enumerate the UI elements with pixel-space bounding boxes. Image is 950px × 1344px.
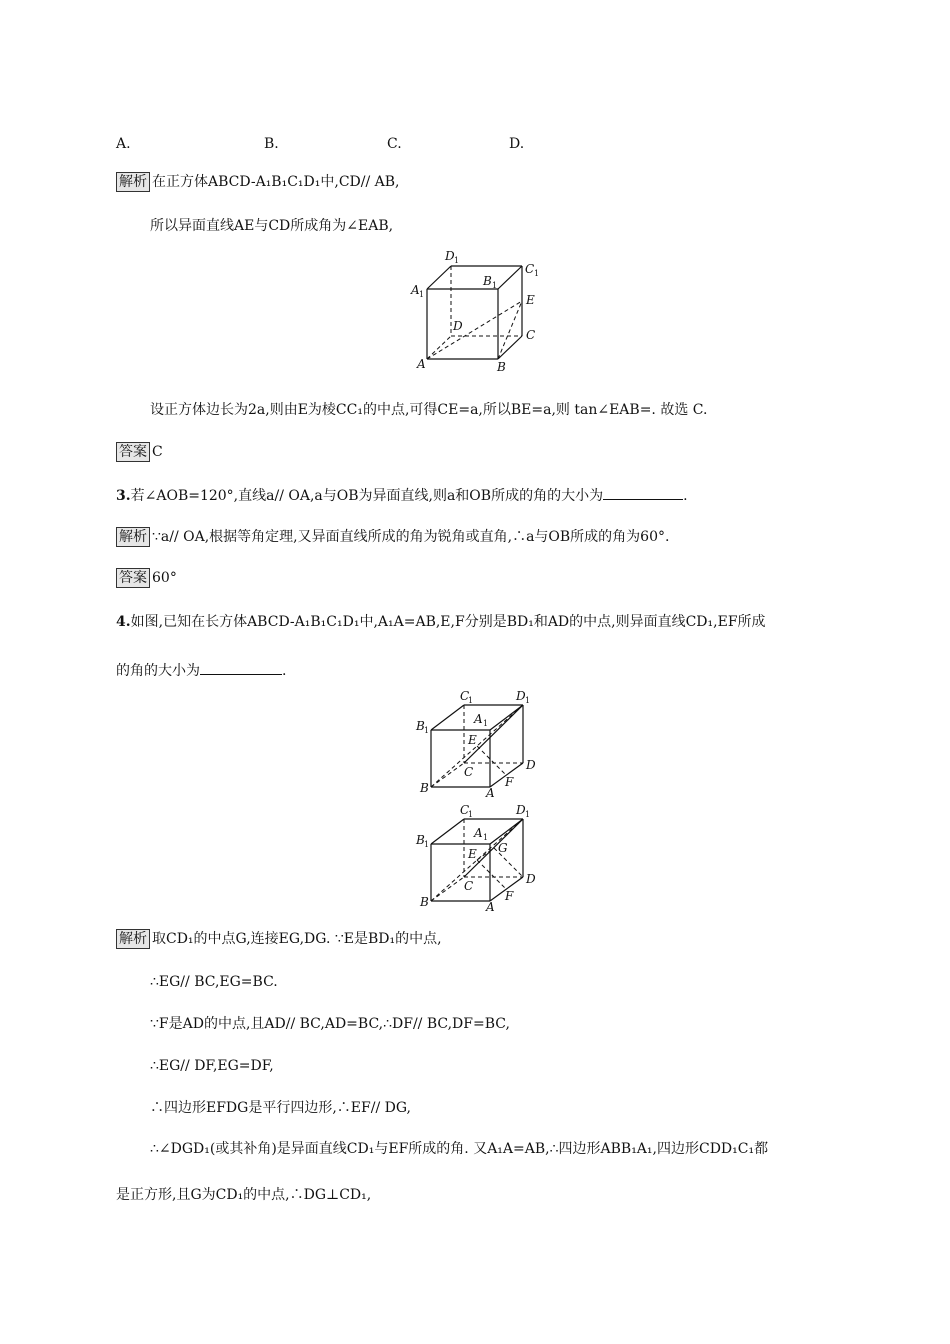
q3-question: 3.若∠AOB=120°,直线a// OA,a与OB为异面直线,则a和OB所成的角的大小为 . [116,485,688,506]
q4f1-label-a: A [486,786,495,800]
q4f2-label-d1: D [516,804,526,817]
q2-label-a: A [417,357,426,371]
q4f2-label-c1: C [460,804,470,817]
option-d: D. [509,136,525,152]
q4f2-label-c: C [464,879,474,893]
q4f2-label-b: B [420,895,429,909]
q2-label-c1: C [525,262,535,276]
q2-label-b: B [497,360,506,374]
q4f2-label-g: G [498,841,508,855]
svg-text:1: 1 [483,719,489,728]
svg-text:1: 1 [525,696,531,705]
q4-figure-2 [408,804,548,914]
q4-analysis-line-1: 解析 取CD₁的中点G,连接EG,DG. ∵E是BD₁的中点, [116,929,442,949]
option-b: B. [264,136,279,152]
svg-text:1: 1 [454,256,460,265]
q2-label-e: E [526,293,535,307]
svg-text:1: 1 [468,696,474,705]
svg-text:1: 1 [534,269,540,278]
q2-answer: 答案 C [116,442,163,462]
svg-text:1: 1 [424,840,430,849]
q4-analysis-line-3: ∵F是AD的中点,且AD// BC,AD=BC,∴DF// BC,DF=BC, [150,1016,510,1032]
q4-analysis-line-7: 是正方形,且G为CD₁的中点,∴DG⊥CD₁, [116,1187,372,1203]
q2-cube-figure [405,246,555,376]
q4f2-label-d: D [526,872,536,886]
q2-analysis-line-3: 设正方体边长为2a,则由E为棱CC₁的中点,可得CE=a,所以BE=a,则 tan∠EAB=. 故选 C. [150,402,708,418]
answer-tag: 答案 [116,442,150,462]
q4f1-label-c1: C [460,690,470,703]
q4-figure-1 [408,690,548,800]
q4f1-label-b: B [420,781,429,795]
q4f1-label-b1: B [416,719,425,733]
q4-analysis-line-6: ∴∠DGD₁(或其补角)是异面直线CD₁与EF所成的角. 又A₁A=AB,∴四边形ABB₁A₁,四边形CDD₁C₁都 [150,1141,769,1157]
answer-blank[interactable] [603,485,683,500]
q2-label-d: D [453,319,463,333]
q4f2-label-e: E [468,847,477,861]
analysis-tag: 解析 [116,527,150,547]
q4f1-label-d: D [526,758,536,772]
q2-label-b1: B [483,274,492,288]
analysis-tag: 解析 [116,172,150,192]
svg-text:1: 1 [492,281,498,290]
q4f1-label-c: C [464,765,474,779]
q4f1-label-f: F [505,775,514,789]
q2-label-c: C [526,328,536,342]
q4f1-label-e: E [468,733,477,747]
answer-blank[interactable] [200,660,282,675]
q4f1-label-d1: D [516,690,526,703]
answer-tag: 答案 [116,568,150,588]
q4f2-label-a: A [486,900,495,914]
q2-analysis-line-2: 所以异面直线AE与CD所成角为∠EAB, [150,218,394,234]
q4f1-label-a1: A [474,712,483,726]
svg-text:1: 1 [483,833,489,842]
q4f2-label-a1: A [474,826,483,840]
q2-label-a1: A [411,283,420,297]
q4f2-label-b1: B [416,833,425,847]
q2-label-d1: D [445,249,455,263]
option-a: A. [116,136,131,152]
q2-analysis-line-1: 解析 在正方体ABCD-A₁B₁C₁D₁中,CD// AB, [116,172,400,192]
q4f2-label-f: F [505,889,514,903]
q3-analysis: 解析 ∵a// OA,根据等角定理,又异面直线所成的角为锐角或直角,∴a与OB所成的角为60°. [116,527,669,547]
q4-analysis-line-5: ∴四边形EFDG是平行四边形,∴EF// DG, [150,1100,411,1116]
svg-text:1: 1 [468,810,474,819]
q4-question-line-1: 4.如图,已知在长方体ABCD-A₁B₁C₁D₁中,A₁A=AB,E,F分别是BD₁和AD的中点,则异面直线CD₁,EF所成 [116,614,766,630]
svg-text:1: 1 [419,290,425,299]
q4-analysis-line-2: ∴EG// BC,EG=BC. [150,974,278,990]
analysis-tag: 解析 [116,929,150,949]
q4-question-line-2: 的角的大小为 . [116,660,286,681]
option-c: C. [387,136,402,152]
svg-text:1: 1 [424,726,430,735]
q3-answer: 答案 60° [116,568,177,588]
svg-text:1: 1 [525,810,531,819]
q4-analysis-line-4: ∴EG// DF,EG=DF, [150,1058,274,1074]
